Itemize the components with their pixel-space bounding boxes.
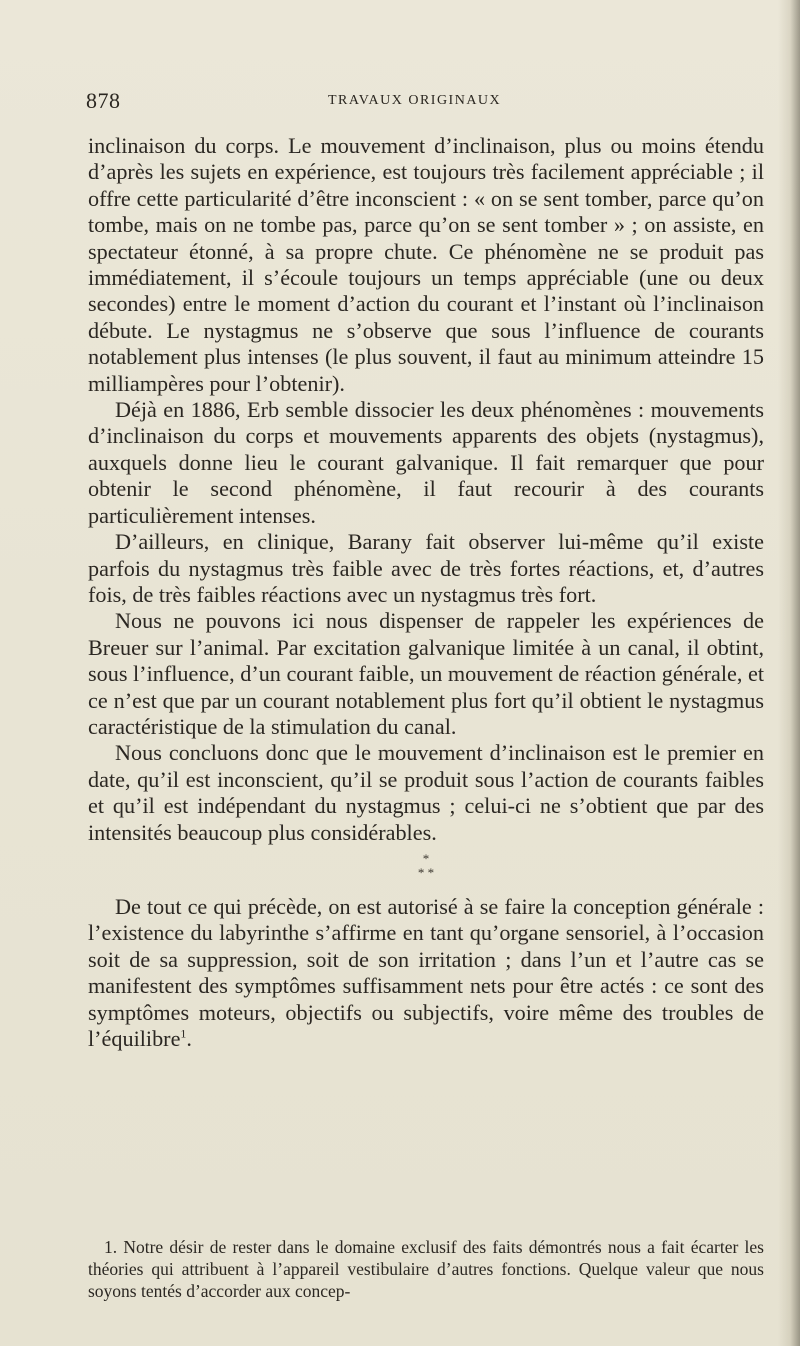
page-edge-shadow	[778, 0, 800, 1346]
asterism-bottom: * *	[417, 864, 435, 880]
footnote-reference[interactable]: 1	[180, 1026, 187, 1041]
paragraph-1: inclinaison du corps. Le mouvement d’inclinaison, plus ou moins étendu d’après les sujets en expérience, est toujours très facilement appréciable ; il offre cette particularité d’être inconscient : « on se sent tomber, parce qu’on tombe, mais on ne tombe pas, parce qu’on se sent tomber » ; on assiste, en spectateur étonné, à sa propre chute. Ce phénomène ne se produit pas immédiatement, il s’écoule toujours un temps appréciable (une ou deux secondes) entre le moment d’action du courant et l’instant où l’inclinaison débute. Le nystagmus ne s’observe que sous l’influence de courants notablement plus intenses (le plus souvent, il faut au minimum atteindre 15 milliampères pour l’obtenir).	[88, 133, 764, 396]
footnote	[88, 1236, 764, 1302]
page-number: 878	[86, 88, 121, 113]
body-text	[88, 133, 764, 1052]
section-asterism	[88, 852, 764, 880]
paragraph-2: Déjà en 1886, Erb semble dissocier les deux phénomènes : mouvements d’inclinaison du corps et mouvements apparents des objets (nystagmus), auxquels donne lieu le courant galvanique. Il fait remarquer que pour obtenir le second phénomène, il faut recourir à des courants particulièrement intenses.	[88, 397, 764, 528]
page-header	[86, 88, 746, 118]
footnote-text: 1. Notre désir de rester dans le domaine exclusif des faits démontrés nous a fait écarter les théories qui attribuent à l’appareil vestibulaire d’autres fonctions. Quelque valeur que nous soyons tentés d’accorder aux concep-	[88, 1237, 764, 1301]
paragraph-4: Nous ne pouvons ici nous dispenser de rappeler les expériences de Breuer sur l’animal. Par excitation galvanique limitée à un canal, il obtint, sous l’influence, d’un courant faible, un mouvement de réaction générale, et ce n’est que par un courant notablement plus fort qu’il obtient le nystagmus caractéristique de la stimulation du canal.	[88, 608, 764, 739]
asterism-top: *	[422, 850, 430, 866]
paragraph-6	[88, 894, 764, 1052]
running-head: TRAVAUX ORIGINAUX	[328, 93, 502, 108]
paragraph-6-text: De tout ce qui précède, on est autorisé à se faire la conception générale : l’existence du labyrinthe s’affirme en tant qu’organe sensoriel, à l’occasion soit de sa suppression, soit de son irritation ; dans l’un et l’autre cas se manifestent des symptômes suffisamment nets pour être actés : ce sont des symptômes moteurs, objectifs ou subjectifs, voire même des troubles de l’équilibre	[88, 893, 764, 1051]
paragraph-6-end: .	[186, 1026, 192, 1051]
paragraph-3: D’ailleurs, en clinique, Barany fait observer lui-même qu’il existe parfois du nystagmus très faible avec de très fortes réactions, et, d’autres fois, de très faibles réactions avec un nystagmus très fort.	[88, 529, 764, 607]
paragraph-5: Nous concluons donc que le mouvement d’inclinaison est le premier en date, qu’il est inconscient, qu’il se produit sous l’action de courants faibles et qu’il est indépendant du nystagmus ; celui-ci ne s’obtient que par des intensités beaucoup plus considérables.	[88, 740, 764, 845]
